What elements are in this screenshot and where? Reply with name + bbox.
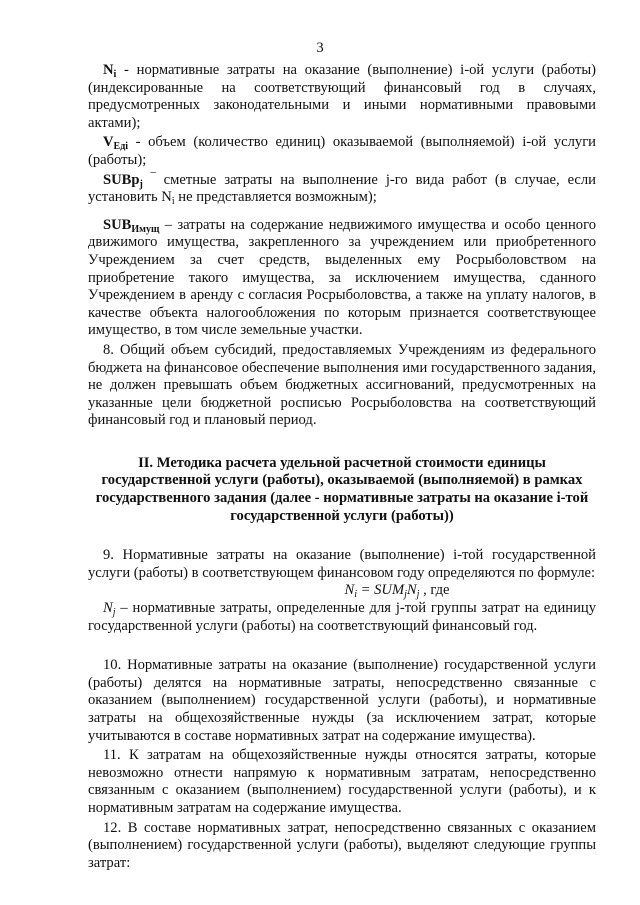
paragraph-12: 12. В составе нормативных затрат, непосредственно связанных с оказанием (выполнением) государственной услуги (работы), выделяют следующие группы затрат: bbox=[88, 819, 596, 871]
definition-nj: $N_j$ – нормативные затраты, определенные для j-той группы затрат на единицу государственной услуги (работы) на соответствующий финансовый год. bbox=[88, 600, 596, 634]
formula: $N_i = SUM_jN_j$ , где bbox=[344, 582, 450, 601]
symbol-subimush: $SUB_{Имущ}$ bbox=[103, 216, 160, 235]
document-body bbox=[88, 62, 596, 872]
definition-ni: $N_i$ - нормативные затраты на оказание (выполнение) i-ой услуги (работы) (индексированные на соответствующий финансовый год в случаях, предусмотренных законодательными и иными нормативными правовыми актами); bbox=[88, 62, 596, 131]
section-heading: II. Методика расчета удельной расчетной стоимости единицы государственной услуги (работы), оказываемой (выполняемой) в рамках государственного задания (далее - нормативные затраты на оказание i-той государственной услуги (работы)) bbox=[95, 454, 589, 524]
paragraph-10: 10. Нормативные затраты на оказание (выполнение) государственной услуги (работы) делятся на нормативные затраты, непосредственно связанные с оказанием (выполнением) государственной услуги (работы), и нормативные затраты на общехозяйственные нужды (за исключением затрат, которые учитываются в составе нормативных затрат на содержание имущества). bbox=[88, 657, 596, 744]
symbol-subpj: SUBp$_j$ bbox=[103, 171, 143, 190]
symbol-vedi: $V_{Еді}$ bbox=[103, 134, 129, 153]
paragraph-9: 9. Нормативные затраты на оказание (выполнение) i-той государственной услуги (работы) в соответствующем финансовом году определяются по формуле: bbox=[88, 547, 596, 581]
definition-vedi: $V_{Еді}$ - объем (количество единиц) оказываемой (выполняемой) i-ой услуги (работы); bbox=[88, 134, 596, 168]
definition-subimush: $SUB_{Имущ}$ – затраты на содержание недвижимого имущества и особо ценного движимого имущества, закрепленного за учреждением или приобретенного Учреждением за счет средств, выделенных ему Росрыболовством на приобретение такого имущества, за исключением имущества, сданного Учреждением в аренду с согласия Росрыболовства, а также на уплату налогов, в качестве объекта налогообложения по которым признается соответствующее имущество, в том числе земельные участки. bbox=[88, 216, 596, 339]
paragraph-8: 8. Общий объем субсидий, предоставляемых Учреждениям из федерального бюджета на финансовое обеспечение выполнения ими государственного задания, не должен превышать объем бюджетных ассигнований, предусмотренных на указанные цели бюджетной росписью Росрыболовства на соответствующий финансовый год и плановый период. bbox=[88, 341, 596, 429]
symbol-ni: $N_i$ bbox=[103, 62, 117, 80]
definition-subpj: SUBp$_j$ ‾ сметные затраты на выполнение j-го вида работ (в случае, если установить $N_i$ не представляется возможным); bbox=[88, 171, 596, 208]
paragraph-11: 11. К затратам на общехозяйственные нужды относятся затраты, которые невозможно отнести напрямую к нормативным затратам, непосредственно связанным с оказанием (выполнением) государственной услуги (работы), и к нормативным затратам на содержание имущества. bbox=[88, 747, 596, 816]
page-number: 3 bbox=[316, 40, 324, 56]
